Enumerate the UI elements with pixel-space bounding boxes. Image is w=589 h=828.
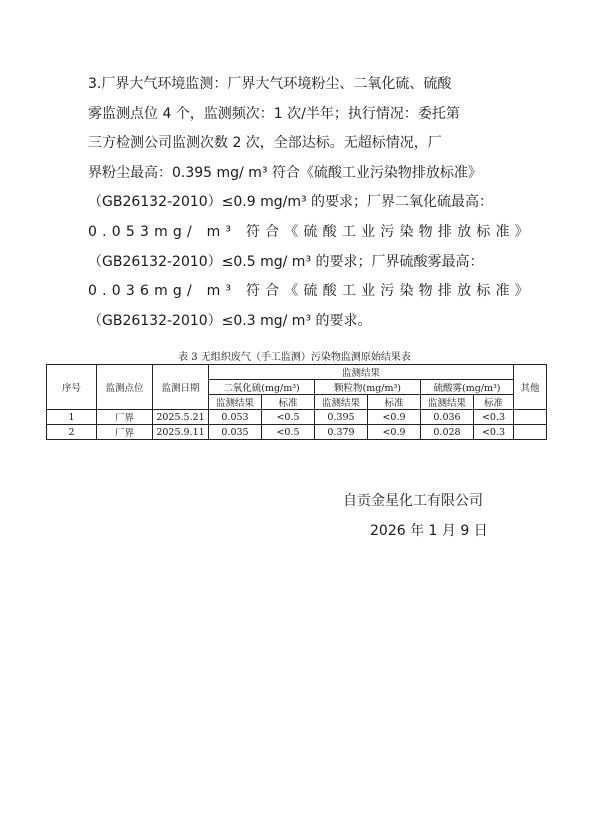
paragraph-line: 雾监测点位 4 个，监测频次：1 次/半年；执行情况：委托第 bbox=[88, 105, 460, 122]
table-row bbox=[47, 410, 547, 425]
cell-date: 2025.9.11 bbox=[153, 425, 209, 440]
header-location: 监测点位 bbox=[97, 365, 153, 410]
signature-date: 2026 年 1 月 9 日 bbox=[370, 523, 488, 539]
header-date: 监测日期 bbox=[153, 365, 209, 410]
header-standard: 标准 bbox=[368, 395, 421, 410]
header-result: 监测结果 bbox=[421, 395, 474, 410]
header-other: 其他 bbox=[514, 365, 547, 410]
paragraph-line: （GB26132-2010）≤0.9 mg/m³ 的要求；厂界二氧化硫最高： bbox=[88, 194, 494, 211]
monitoring-paragraph bbox=[88, 70, 534, 336]
header-result: 监测结果 bbox=[209, 395, 262, 410]
header-result: 监测结果 bbox=[315, 395, 368, 410]
cell-so2: 0.053 bbox=[209, 410, 262, 425]
company-name: 自贡金星化工有限公司 bbox=[343, 493, 483, 509]
header-particulate: 颗粒物(mg/m³) bbox=[315, 380, 421, 395]
cell-acid-mist-standard: <0.3 bbox=[474, 425, 514, 440]
cell-so2: 0.035 bbox=[209, 425, 262, 440]
cell-seq: 1 bbox=[47, 410, 97, 425]
cell-location: 厂界 bbox=[97, 410, 153, 425]
cell-particulate-standard: <0.9 bbox=[368, 425, 421, 440]
table-row bbox=[47, 425, 547, 440]
paragraph-line: 0.036mg/ m³ 符合《硫酸工业污染物排放标准》 bbox=[88, 283, 534, 300]
header-row bbox=[47, 365, 547, 380]
header-standard: 标准 bbox=[474, 395, 514, 410]
cell-particulate: 0.379 bbox=[315, 425, 368, 440]
cell-other bbox=[514, 425, 547, 440]
cell-so2-standard: <0.5 bbox=[262, 425, 315, 440]
cell-so2-standard: <0.5 bbox=[262, 410, 315, 425]
paragraph-line: 界粉尘最高：0.395 mg/ m³ 符合《硫酸工业污染物排放标准》 bbox=[88, 164, 482, 181]
paragraph-line: 三方检测公司监测次数 2 次，全部达标。无超标情况，厂 bbox=[88, 135, 442, 152]
cell-acid-mist: 0.028 bbox=[421, 425, 474, 440]
header-standard: 标准 bbox=[262, 395, 315, 410]
cell-seq: 2 bbox=[47, 425, 97, 440]
cell-other bbox=[514, 410, 547, 425]
header-seq: 序号 bbox=[47, 365, 97, 410]
cell-particulate-standard: <0.9 bbox=[368, 410, 421, 425]
cell-particulate: 0.395 bbox=[315, 410, 368, 425]
header-acid-mist: 硫酸雾(mg/m³) bbox=[421, 380, 514, 395]
table-caption: 表 3 无组织废气（手工监测）污染物监测原始结果表 bbox=[178, 352, 411, 363]
paragraph-line: （GB26132-2010）≤0.3 mg/ m³ 的要求。 bbox=[88, 312, 372, 329]
results-table bbox=[46, 364, 547, 440]
paragraph-line: 3.厂界大气环境监测：厂界大气环境粉尘、二氧化硫、硫酸 bbox=[88, 76, 452, 92]
header-so2: 二氧化硫(mg/m³) bbox=[209, 380, 315, 395]
cell-location: 厂界 bbox=[97, 425, 153, 440]
paragraph-line: 0.053mg/ m³ 符合《硫酸工业污染物排放标准》 bbox=[88, 223, 534, 240]
cell-date: 2025.5.21 bbox=[153, 410, 209, 425]
header-results: 监测结果 bbox=[209, 365, 514, 380]
cell-acid-mist: 0.036 bbox=[421, 410, 474, 425]
paragraph-line: （GB26132-2010）≤0.5 mg/ m³ 的要求；厂界硫酸雾最高： bbox=[88, 253, 484, 270]
cell-acid-mist-standard: <0.3 bbox=[474, 410, 514, 425]
